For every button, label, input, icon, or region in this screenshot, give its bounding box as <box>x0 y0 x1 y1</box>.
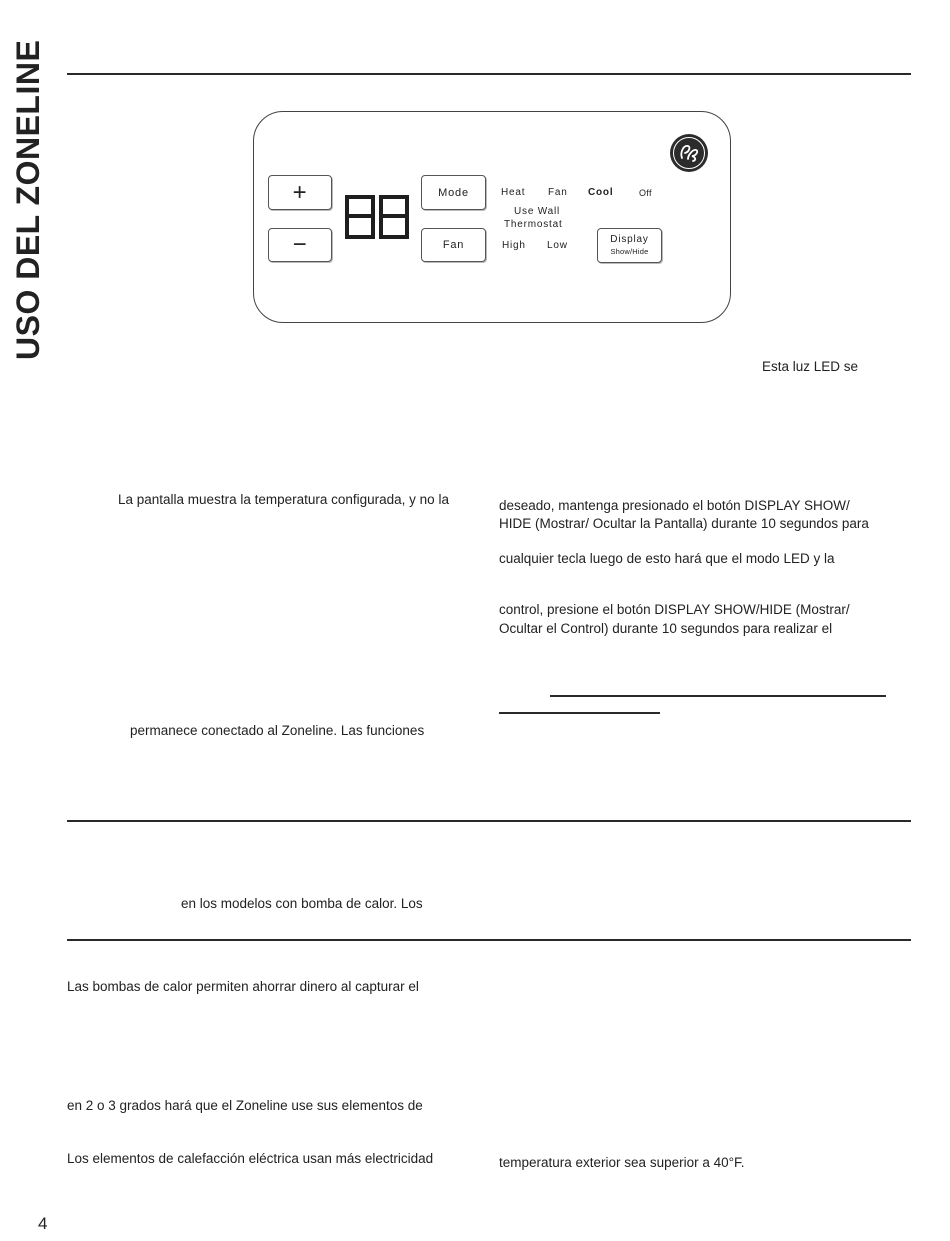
control-panel-illustration <box>253 111 731 323</box>
underline-long <box>550 695 886 697</box>
page-number: 4 <box>38 1214 48 1233</box>
heat-pump-models-text: en los modelos con bomba de calor. Los <box>181 896 423 911</box>
wall-thermostat-label-line2: Thermostat <box>504 219 563 230</box>
led-note-text: Esta luz LED se <box>762 359 859 374</box>
mode-option-off: Off <box>639 188 652 198</box>
outdoor-temp-text: temperatura exterior sea superior a 40°F. <box>499 1155 745 1170</box>
ge-logo-icon <box>669 133 709 173</box>
display-hold-text-line1: deseado, mantenga presionado el botón DISPLAY SHOW/ <box>499 498 850 513</box>
control-press-text-line1: control, presione el botón DISPLAY SHOW/HIDE (Mostrar/ <box>499 602 850 617</box>
fan-button <box>421 228 486 262</box>
control-press-text-line2: Ocultar el Control) durante 10 segundos para realizar el <box>499 621 833 636</box>
seven-segment-display <box>344 194 412 242</box>
mode-button <box>421 175 486 210</box>
heat-pumps-save-text: Las bombas de calor permiten ahorrar dinero al capturar el <box>67 979 419 994</box>
plus-icon: + <box>292 178 308 206</box>
middle-divider <box>67 820 911 822</box>
fan-button-label: Fan <box>442 239 465 251</box>
fan-option-high: High <box>502 240 526 251</box>
remains-connected-text: permanece conectado al Zoneline. Las funciones <box>130 723 425 738</box>
screen-shows-text: La pantalla muestra la temperatura configurada, y no la <box>118 492 449 507</box>
electric-elements-text: Los elementos de calefacción eléctrica usan más electricidad <box>67 1151 434 1166</box>
mode-option-cool: Cool <box>588 187 614 198</box>
fan-option-low: Low <box>547 240 568 251</box>
mode-button-label: Mode <box>438 186 469 199</box>
minus-icon: − <box>292 231 308 258</box>
display-button-sublabel: Show/Hide <box>610 246 649 256</box>
any-key-text: cualquier tecla luego de esto hará que el modo LED y la <box>499 551 835 566</box>
underline-short <box>499 712 660 714</box>
top-divider <box>67 73 911 75</box>
mode-option-fan: Fan <box>548 187 568 198</box>
lower-divider <box>67 939 911 941</box>
display-show-hide-button <box>597 228 662 263</box>
plus-button <box>268 175 332 210</box>
display-button-label: Display <box>610 233 649 245</box>
display-hold-text-line2: HIDE (Mostrar/ Ocultar la Pantalla) durante 10 segundos para <box>499 516 869 531</box>
mode-option-heat: Heat <box>501 187 526 198</box>
section-side-title: USO DEL ZONELINE <box>10 39 46 360</box>
two-three-degrees-text: en 2 o 3 grados hará que el Zoneline use sus elementos de <box>67 1098 423 1113</box>
minus-button <box>268 228 332 262</box>
wall-thermostat-label-line1: Use Wall <box>514 206 561 217</box>
